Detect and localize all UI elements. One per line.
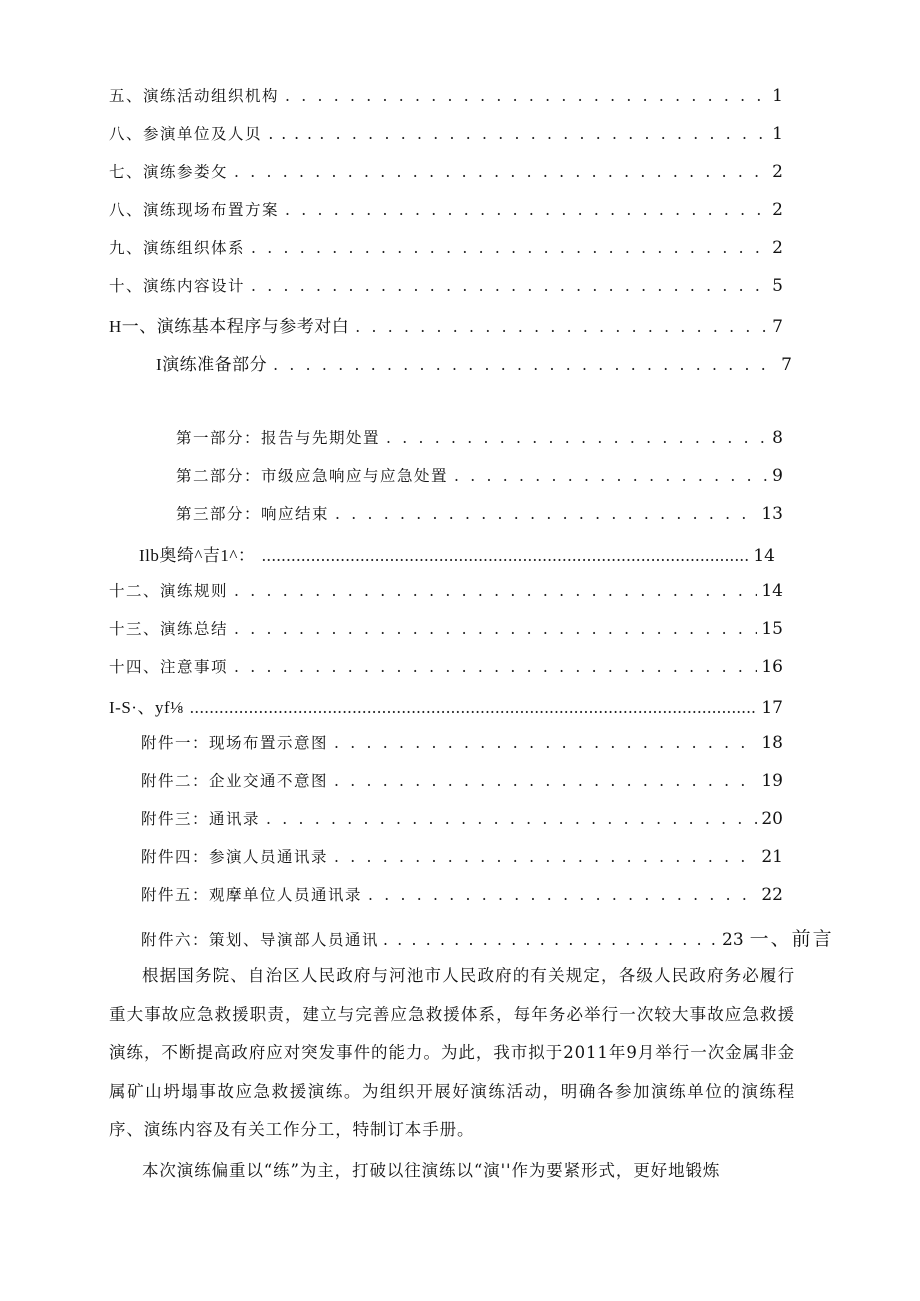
toc-entry[interactable] xyxy=(176,502,783,528)
toc-leader-dots xyxy=(334,848,757,866)
toc-entry-page: 22 xyxy=(761,885,783,905)
toc-entry-label: 第一部分：报告与先期处置 xyxy=(176,429,381,447)
toc-leader-dots xyxy=(189,699,757,717)
toc-entry-label: 附件六：策划、导演部人员通讯 xyxy=(141,931,380,949)
toc-entry-label: 第三部分：响应结束 xyxy=(176,505,330,523)
toc-entry-label: I演练准备部分 xyxy=(156,355,268,374)
toc-entry[interactable] xyxy=(176,426,783,452)
toc-entry[interactable] xyxy=(109,198,783,224)
toc-entry[interactable] xyxy=(176,464,783,490)
toc-entry-label: 九、演练组织体系 xyxy=(109,239,246,257)
toc-entry-page: 1 xyxy=(772,86,783,106)
toc-entry-page: 7 xyxy=(781,355,792,375)
toc-entry[interactable] xyxy=(141,883,783,909)
toc-entry-page: 2 xyxy=(772,238,783,258)
toc-leader-dots xyxy=(386,429,768,447)
toc-entry-label: 八、参演单位及人贝 . . . . xyxy=(109,125,314,143)
toc-entry-page: 14 xyxy=(753,546,775,566)
toc-entry-page: 16 xyxy=(761,657,783,677)
toc-leader-dots xyxy=(251,239,768,257)
toc-entry[interactable] xyxy=(141,807,783,833)
section-heading-preface: 一、前言 xyxy=(749,928,834,950)
toc-entry[interactable] xyxy=(141,769,783,795)
toc-leader-dots xyxy=(234,582,757,600)
toc-entry-label: 五、演练活动组织机构 xyxy=(109,87,280,105)
toc-entry-page: 20 xyxy=(761,809,783,829)
toc-entry[interactable] xyxy=(109,312,783,338)
toc-leader-dots xyxy=(285,87,768,105)
toc-entry-last[interactable] xyxy=(141,924,834,952)
toc-entry[interactable] xyxy=(141,845,783,871)
toc-entry-page: 5 xyxy=(772,276,783,296)
toc-leader-dots xyxy=(266,810,757,828)
paragraph: 根据国务院、自治区人民政府与河池市人民政府的有关规定，各级人民政府务必履行重大事故应急救援职责，建立与完善应急救援体系，每年务必举行一次较大事故应急救援演练，不断提高政府应对突发事件的能力。为此，我市拟于2011年9月举行一次金属非金属矿山坍塌事故应急救援演练。为组织开展好演练活动，明确各参加演练单位的演练程序、演练内容及有关工作分工，特制订本手册。 xyxy=(109,966,795,1139)
toc-entry-page: 23 xyxy=(722,930,744,950)
toc-leader-dots xyxy=(234,163,768,181)
toc-entry[interactable] xyxy=(141,731,783,757)
toc-entry[interactable] xyxy=(109,617,783,643)
toc-entry[interactable] xyxy=(109,274,783,300)
toc-entry-page: 17 xyxy=(761,698,783,718)
toc-entry[interactable] xyxy=(109,579,783,605)
toc-leader-dots xyxy=(234,620,757,638)
toc-entry-page: 9 xyxy=(772,466,783,486)
toc-leader-dots xyxy=(273,356,777,374)
toc-entry-label: 附件二：企业交通不意图 xyxy=(141,772,329,790)
toc-entry-label: 附件五：观摩单位人员通讯录 xyxy=(141,886,363,904)
toc-entry-label: H一、演练基本程序与参考对白 xyxy=(109,317,350,336)
toc-leader-dots xyxy=(334,734,757,752)
toc-entry-label: 十四、注意事项 xyxy=(109,658,229,676)
toc-leader-dots xyxy=(261,547,749,565)
toc-entry-label: 十、演练内容设计 xyxy=(109,277,246,295)
toc-entry-label: 附件三：通讯录 xyxy=(141,810,261,828)
toc-entry-page: 18 xyxy=(761,733,783,753)
toc-leader-dots xyxy=(454,467,768,485)
toc-entry-label: 附件四：参演人员通讯录 xyxy=(141,848,329,866)
toc-entry[interactable] xyxy=(109,655,783,681)
toc-entry[interactable] xyxy=(109,236,783,262)
body-text xyxy=(109,957,795,1190)
toc-entry-page: 14 xyxy=(761,581,783,601)
toc-leader-dots xyxy=(368,886,757,904)
toc-entry-page: 1 xyxy=(772,124,783,144)
toc-entry[interactable] xyxy=(109,693,783,719)
toc-entry[interactable] xyxy=(156,350,792,376)
toc-entry-page: 2 xyxy=(772,162,783,182)
toc-entry-label: 附件一：现场布置示意图 xyxy=(141,734,329,752)
toc-entry-page: 13 xyxy=(761,504,783,524)
toc-entry-page: 19 xyxy=(761,771,783,791)
toc-leader-dots xyxy=(335,505,757,523)
toc-entry[interactable] xyxy=(109,122,783,148)
toc-entry-label: 八、演练现场布置方案 xyxy=(109,201,280,219)
toc-entry[interactable] xyxy=(109,160,783,186)
toc-entry-label: 十三、演练总结 xyxy=(109,620,229,638)
toc-leader-dots xyxy=(234,658,757,676)
toc-entry-page: 21 xyxy=(761,847,783,867)
toc-leader-dots xyxy=(355,318,768,336)
toc-entry-page: 15 xyxy=(761,619,783,639)
toc-entry-label: I-S·、yf⅛ xyxy=(109,698,184,717)
toc-leader-dots xyxy=(319,125,768,143)
toc-entry[interactable] xyxy=(109,84,783,110)
toc-entry-label: 第二部分：市级应急响应与应急处置 xyxy=(176,467,449,485)
toc-entry-page: 2 xyxy=(772,200,783,220)
toc-leader-dots: . . . . . . . . . . . . . . . . . . . . . . . . xyxy=(383,931,718,949)
toc-leader-dots xyxy=(251,277,768,295)
toc-leader-dots xyxy=(334,772,757,790)
toc-entry-page: 8 xyxy=(772,428,783,448)
paragraph: 本次演练偏重以“练”为主，打破以往演练以“演''作为要紧形式，更好地锻炼 xyxy=(142,1160,721,1180)
toc-entry-label: Ilb奥绮^吉1^： xyxy=(139,546,256,565)
toc-leader-dots xyxy=(285,201,768,219)
toc-entry-label: 七、演练参娄攵 xyxy=(109,163,229,181)
toc-entry[interactable] xyxy=(139,541,775,567)
toc-entry-page: 7 xyxy=(772,317,783,337)
toc-entry-label: 十二、演练规则 xyxy=(109,582,229,600)
